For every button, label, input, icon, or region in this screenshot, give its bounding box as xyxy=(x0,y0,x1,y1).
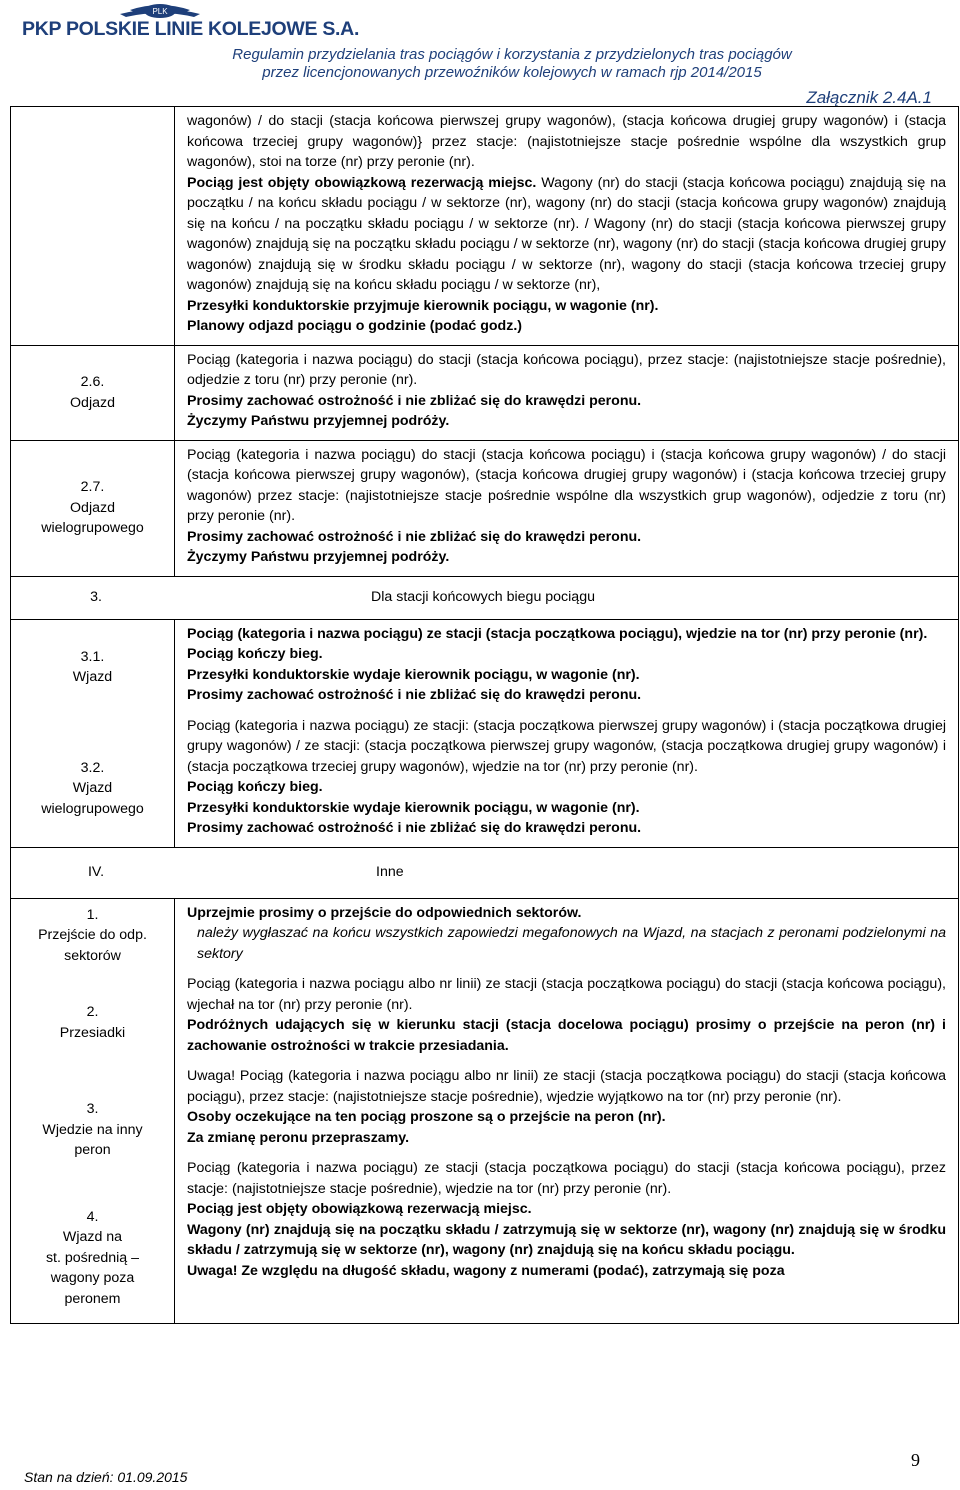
text-paragraph: Uwaga! Ze względu na długość składu, wagony z numerami (podać), zatrzymają się poza xyxy=(187,1262,785,1279)
attachment-label: Załącznik 2.4A.1 xyxy=(806,88,932,107)
announcement-text xyxy=(175,345,959,440)
row-name: wielogrupowego xyxy=(41,800,144,817)
row-name: Odjazd xyxy=(70,499,115,516)
section-number: IV. xyxy=(87,864,105,881)
row-name: Odjazd xyxy=(70,394,115,411)
row-name: Wjazd na xyxy=(62,1229,123,1245)
text-paragraph: Pociąg (kategoria i nazwa pociągu) ze stacji (stacja początkowa pociągu) do stacji (stacja końcowa pociągu), przez stacje: (najistotniejsze stacje pośrednie), wjedzie na tor (nr) przy peronie (nr). xyxy=(187,1160,946,1197)
text-paragraph: Planowy odjazd pociągu o godzinie (podać godz.) xyxy=(187,318,522,334)
row-name: Przesiadki xyxy=(59,1024,126,1041)
row-number: 3.2. xyxy=(80,759,105,776)
row-number: 4. xyxy=(86,1208,99,1225)
text-paragraph: Przesyłki konduktorskie wydaje kierownik pociągu, w wagonie (nr). xyxy=(187,799,640,816)
wagons-text: Wagony (nr) do stacji (stacja końcowa pociągu) znajdują się na początku / na końcu składu pociągu / w sektorze (nr), wagony (nr) do stacji (stacja końcowa grupy wagonów) znajdują się na końcu / na początku składu pociągu / w sektorze (nr). / Wagony (nr) do stacji (stacja końcowa pierwszej grupy wagonów) znajdują się na początku składu pociągu / w sektorze (nr), wagony (nr) do stacji (stacja końcowa drugiej grupy wagonów) znajdują się w środku składu pociągu / w sektorze (nr), wagony do stacji (stacja końcowa trzeciej grupy wagonów) znajdują się na końcu składu pociągu / w sektorze (nr), xyxy=(187,174,946,293)
row-number: 2.6. xyxy=(80,374,105,390)
regulation-title-line1: Regulamin przydzielania tras pociągów i korzystania z przydzielonych tras pociągów xyxy=(232,46,792,63)
announcement-text xyxy=(175,619,959,847)
row-label xyxy=(11,898,175,1324)
row-label xyxy=(11,345,175,440)
text-paragraph: Prosimy zachować ostrożność i nie zbliżać się do krawędzi peronu. xyxy=(187,687,642,703)
table-row xyxy=(11,619,959,847)
row-name: Przejście do odp. xyxy=(38,927,147,943)
row-number: 3. xyxy=(86,1101,99,1117)
row-name: wielogrupowego xyxy=(41,520,144,537)
text-paragraph: Przesyłki konduktorskie wydaje kierownik pociągu, w wagonie (nr). xyxy=(187,666,640,683)
section-heading xyxy=(11,576,959,619)
text-paragraph: Prosimy zachować ostrożność i nie zbliżać się do krawędzi peronu. xyxy=(187,392,642,409)
table-row xyxy=(11,345,959,440)
row-name: Wjazd xyxy=(72,780,113,797)
text-paragraph: Pociąg (kategoria i nazwa pociągu albo nr linii) ze stacji (stacja początkowa pociągu) do stacji (stacja końcowa pociągu), wjechał na tor (nr) przy peronie (nr). xyxy=(187,976,946,1013)
text-paragraph: Prosimy zachować ostrożność i nie zbliżać się do krawędzi peronu. xyxy=(187,820,642,836)
text-paragraph: Pociąg (kategoria i nazwa pociągu) ze stacji (stacja początkowa pociągu), wjedzie na tor (nr) przy peronie (nr). xyxy=(187,625,928,642)
page-number: 9 xyxy=(911,1450,920,1470)
page-header xyxy=(0,0,960,107)
table-row xyxy=(11,440,959,576)
row-label-empty xyxy=(11,107,175,346)
section-number: 3. xyxy=(90,589,102,606)
text-paragraph: Wagony (nr) znajdują się na początku składu / zatrzymują się w sektorze (nr), wagony (nr) znajdują się w środku składu / zatrzymują się w sektorze (nr), wagony (nr) znajdują się na końcu składu pociągu. xyxy=(187,1221,946,1258)
table-row xyxy=(11,898,959,1324)
row-name: wagony poza xyxy=(50,1270,135,1286)
section-heading xyxy=(11,847,959,898)
reservation-text: Pociąg jest objęty obowiązkową rezerwacją miejsc. xyxy=(187,174,537,191)
text-paragraph: Pociąg (kategoria i nazwa pociągu) ze stacji: (stacja początkowa pierwszej grupy wagonów) i (stacja początkowa drugiej grupy wagonów) / ze stacji: (stacja początkowa pierwszej grupy wagonów, (stacja początkowa drugiej grupy wagonów) i (stacja początkowa trzeciej grupy wagonów), wjedzie na tor (nr) przy peronie (nr). xyxy=(187,717,946,775)
text-paragraph: Pociąg jest objęty obowiązkową rezerwacją miejsc. xyxy=(187,1201,532,1217)
announcement-text xyxy=(175,440,959,576)
row-label xyxy=(11,619,175,847)
text-paragraph: Przesyłki konduktorskie przyjmuje kierownik pociągu, w wagonie (nr). xyxy=(187,297,659,314)
text-paragraph: Uwaga! Pociąg (kategoria i nazwa pociągu albo nr linii) ze stacji (stacja początkowa pociągu) do stacji (stacja końcowa pociągu), przez stacje: (najistotniejsze stacje pośrednie), wjedzie wyjątkowo na tor (nr) przy peronie (nr). xyxy=(187,1068,946,1105)
section-title: Inne xyxy=(376,864,404,881)
text-paragraph: wagonów) / do stacji (stacja końcowa pierwszej grupy wagonów), (stacja końcowa drugiej grupy wagonów) i (stacja końcowa trzeciej grupy wagonów)} przez stacje: (najistotniejsze stacje pośrednie wspólne dla wszystkich grup wagonów), stoi na torze (nr) przy peronie (nr). xyxy=(187,113,946,170)
row-number: 2. xyxy=(86,1004,99,1020)
row-name: st. pośrednią – xyxy=(45,1249,140,1266)
logo-text: PLK xyxy=(152,7,168,16)
text-paragraph: Pociąg (kategoria i nazwa pociągu) do stacji (stacja końcowa pociągu), przez stacje: (najistotniejsze stacje pośrednie), odjedzie z toru (nr) przy peronie (nr). xyxy=(187,351,946,388)
table-row xyxy=(11,107,959,346)
row-name: peron xyxy=(74,1142,111,1158)
announcements-table xyxy=(10,106,959,1324)
text-paragraph: Pociąg (kategoria i nazwa pociągu) do stacji (stacja końcowa pociągu) i (stacja końcowa grupy wagonów) / do stacji (stacja końcowa pierwszej grupy wagonów), (stacja końcowa drugiej grupy wagonów) i (stacja końcowa trzeciej grupy wagonów) przez stacje: (najistotniejsze stacje pośrednie wspólne dla wszystkich grup wagonów), odjedzie z toru (nr) przy peronie (nr). xyxy=(187,446,946,524)
status-date: Stan na dzień: 01.09.2015 xyxy=(24,1469,188,1485)
text-paragraph: Pociąg kończy bieg. xyxy=(187,646,323,662)
text-paragraph: Osoby oczekujące na ten pociąg proszone są o przejście na peron (nr). xyxy=(187,1109,666,1125)
text-paragraph: Pociąg kończy bieg. xyxy=(187,779,323,795)
section-title: Dla stacji końcowych biegu pociągu xyxy=(371,589,595,606)
text-paragraph: Podróżnych udających się w kierunku stacji (stacja docelowa pociągu) prosimy o przejście na peron (nr) i zachowanie ostrożności w trakcie przesiadania. xyxy=(187,1017,946,1054)
text-paragraph: Za zmianę peronu przepraszamy. xyxy=(187,1129,410,1146)
row-number: 2.7. xyxy=(80,479,105,496)
usage-note: należy wygłaszać na końcu wszystkich zapowiedzi megafonowych na Wjazd, na stacjach z peronami podzielonymi na sektory xyxy=(197,925,946,962)
section-row xyxy=(11,576,959,619)
announcement-text xyxy=(175,898,959,1324)
row-name: peronem xyxy=(64,1290,121,1307)
row-name: Wjazd xyxy=(72,669,113,686)
text-paragraph: Prosimy zachować ostrożność i nie zbliżać się do krawędzi peronu. xyxy=(187,528,642,545)
text-paragraph: Życzymy Państwu przyjemnej podróży. xyxy=(187,549,450,565)
text-paragraph: Życzymy Państwu przyjemnej podróży. xyxy=(187,413,450,429)
text-paragraph: Uprzejmie prosimy o przejście do odpowiednich sektorów. xyxy=(187,904,582,921)
text-paragraph xyxy=(187,173,946,296)
regulation-title-line2: przez licencjonowanych przewoźników kolejowych w ramach rjp 2014/2015 xyxy=(262,64,762,81)
row-label xyxy=(11,440,175,576)
row-number: 3.1. xyxy=(80,648,105,665)
row-number: 1. xyxy=(86,906,99,923)
company-name: PKP POLSKIE LINIE KOLEJOWE S.A. xyxy=(22,18,360,40)
row-name: Wjedzie na inny xyxy=(42,1121,143,1138)
section-row xyxy=(11,847,959,898)
announcement-text xyxy=(175,107,959,346)
row-name: sektorów xyxy=(64,947,121,964)
